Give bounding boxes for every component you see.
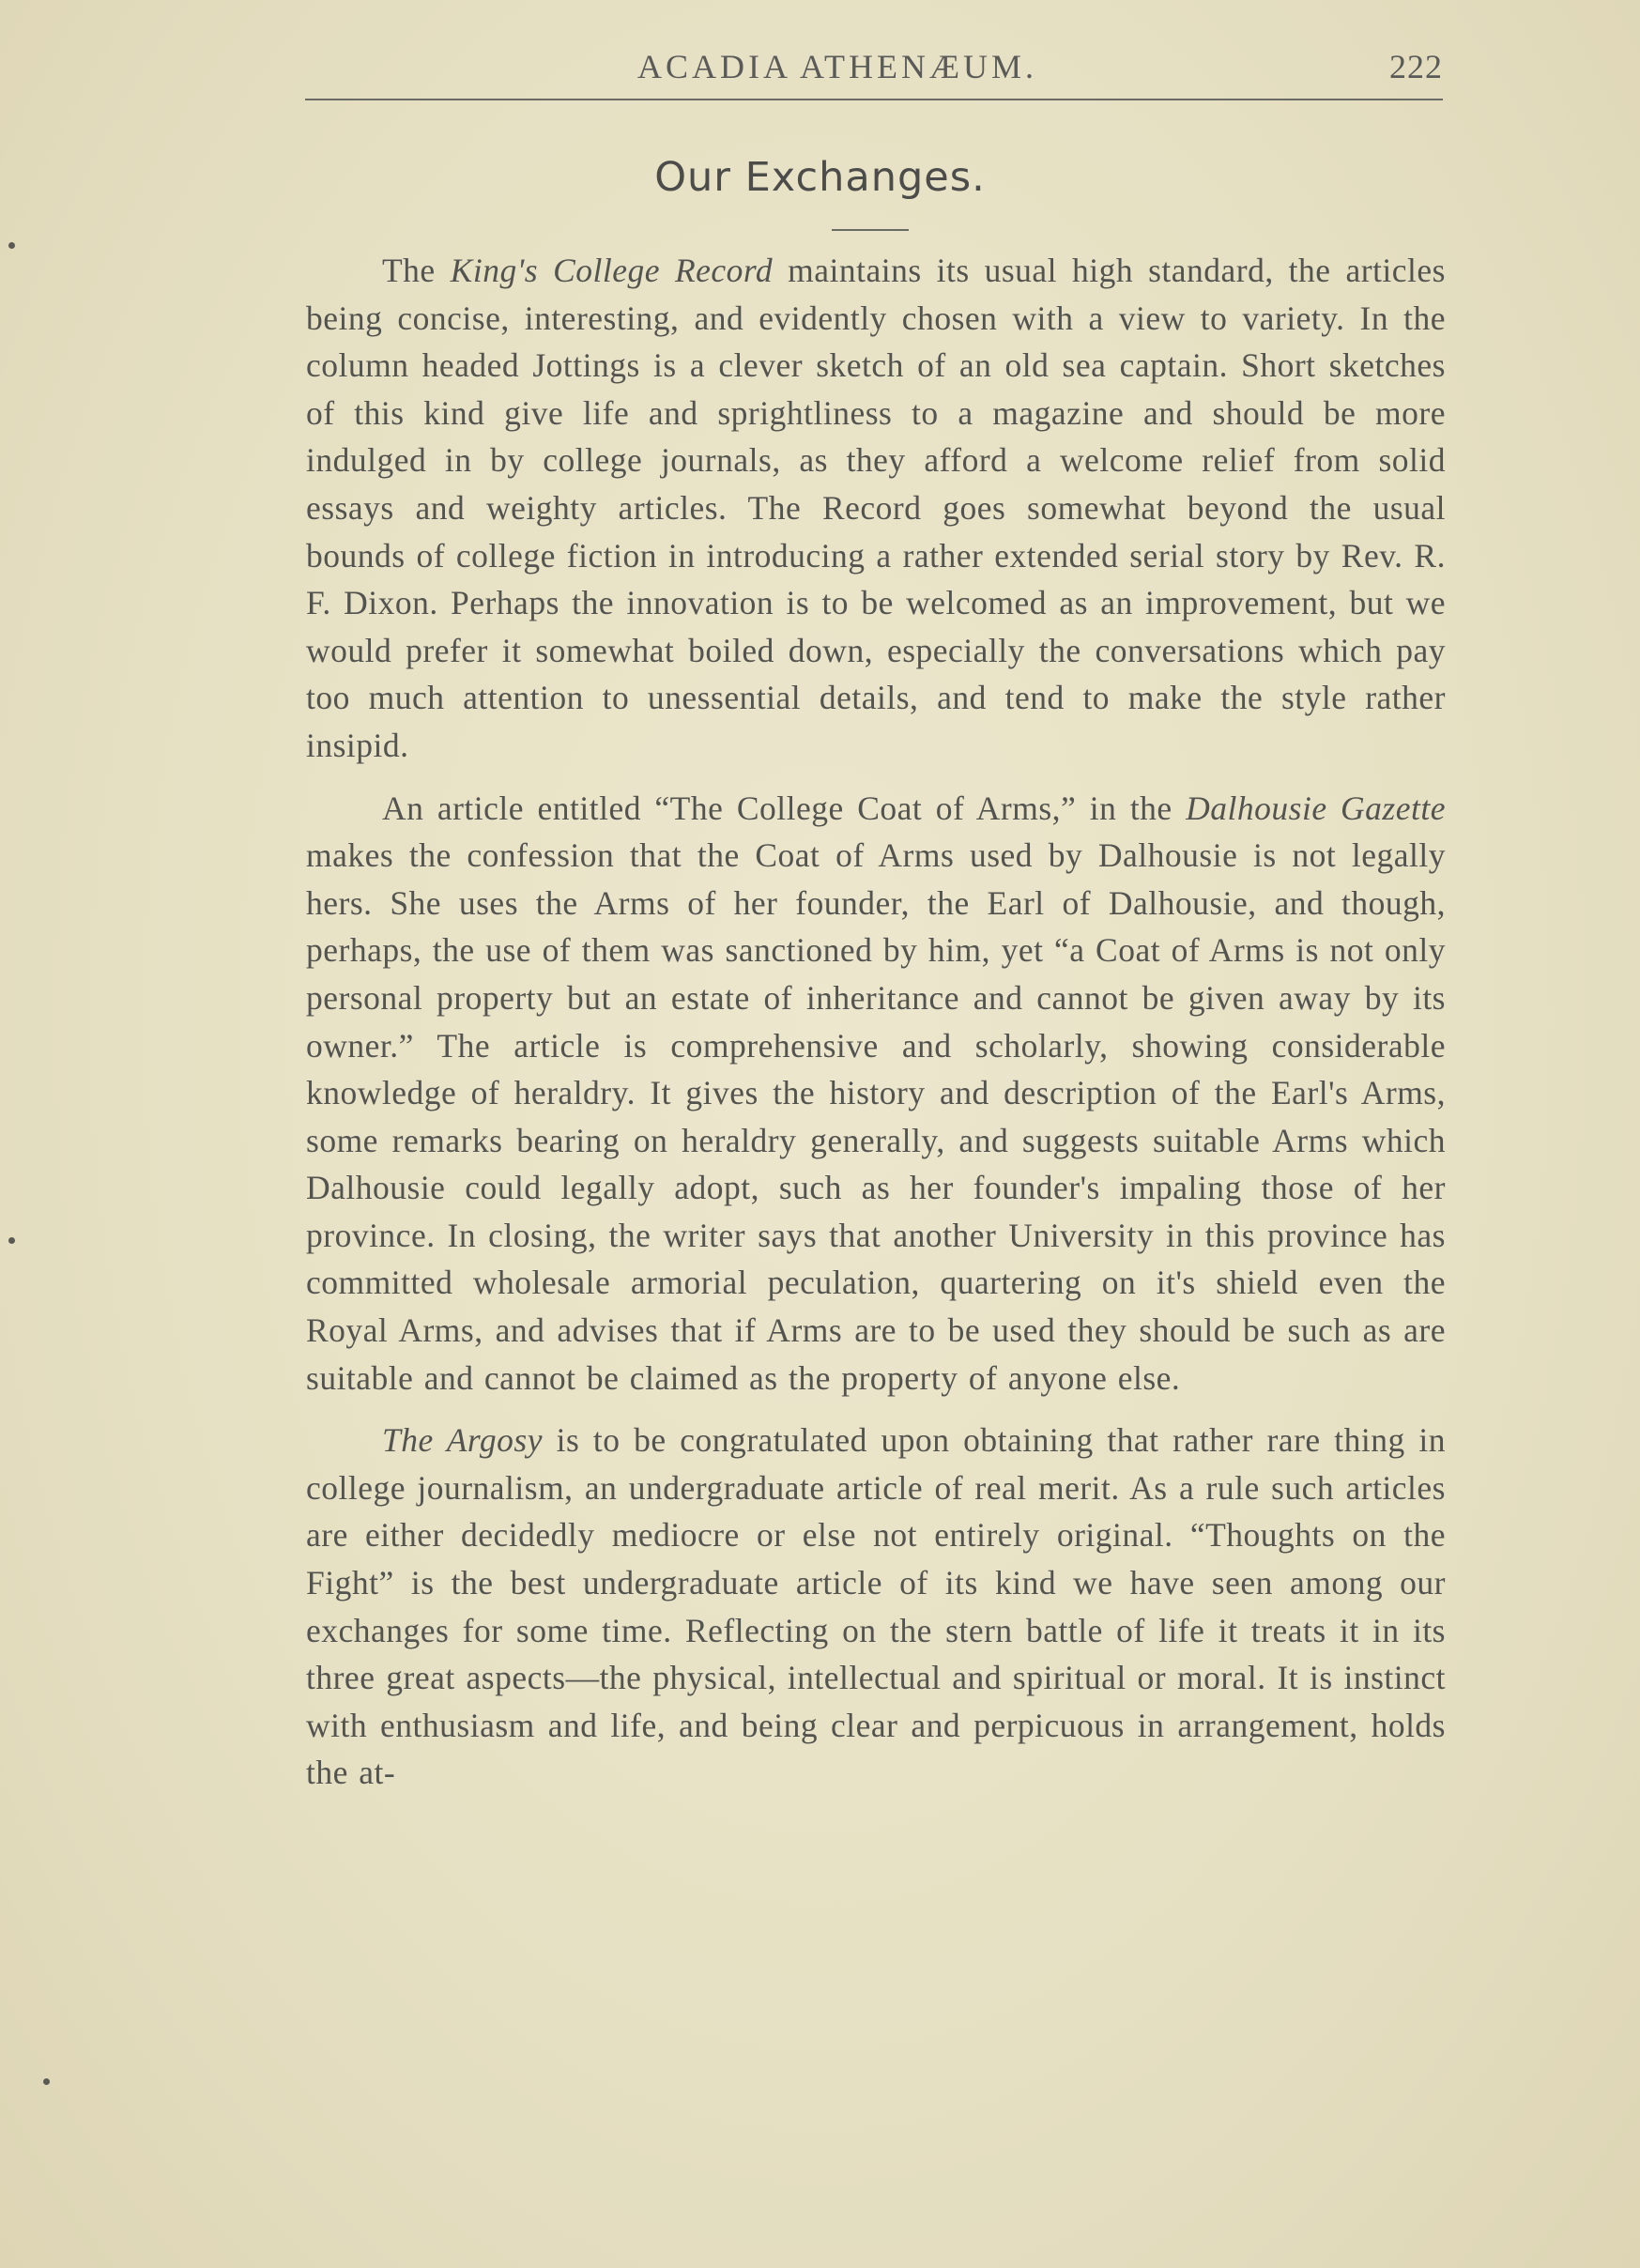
page-number: 222 [1389,48,1443,85]
article-body [306,247,1446,1812]
paragraph-argosy [306,1417,1446,1797]
journal-title: The Argosy [382,1421,543,1460]
paragraph-lead: The [382,252,451,289]
paragraph-dalhousie-gazette [306,785,1446,1402]
journal-title: King's College Record [450,252,774,289]
paragraph-lead: An article entitled “The College Coat of Arms,” in the [382,789,1187,827]
margin-speck [8,242,15,249]
paragraph-kings-college-record [306,247,1446,770]
margin-speck [8,1237,15,1244]
paragraph-text: is to be congratulated upon obtaining that rather rare thing in college journalism, an undergraduate article of real merit. As a rule such articles are either decidedly mediocre or else not entirely original. “Thoughts on the Fight” is the best undergraduate article of its kind we have seen among our exchanges for some time. Reflecting on the stern battle of life it treats it in its three great aspects—the physical, intellectual and spiritual or moral. It is instinct with enthusiasm and life, and being clear and perpicuous in arrangement, holds the at- [306,1421,1446,1792]
title-rule [832,229,909,231]
margin-speck [43,2078,50,2085]
header-rule [305,99,1443,100]
section-title: Our Exchanges. [654,154,986,201]
running-title: ACADIA ATHENÆUM. [637,48,1038,85]
paragraph-text: makes the confession that the Coat of Arms used by Dalhousie is not legally hers. She uses the Arms of her founder, the Earl of Dalhousie, and though, perhaps, the use of them was sanctioned by him, yet “a Coat of Arms is not only personal property but an estate of inheritance and cannot be given away by its owner.” The article is comprehensive and scholarly, showing considerable knowledge of heraldry. It gives the history and description of the Earl's Arms, some remarks bearing on heraldry generally, and suggests suitable Arms which Dalhousie could legally adopt, such as her founder's impaling those of her province. In closing, the writer says that another University in this province has committed wholesale armorial peculation, quartering on it's shield even the Royal Arms, and advises that if Arms are to be used they should be such as are suitable and cannot be claimed as the property of anyone else. [306,836,1446,1397]
journal-title: Dalhousie Gazette [1186,789,1446,827]
running-head [305,41,1443,98]
paragraph-text: maintains its usual high standard, the articles being concise, interesting, and evidently chosen with a view to variety. In the column headed Jottings is a clever sketch of an old sea captain. Short sketches of this kind give life and sprightliness to a magazine and should be more indulged in by college journals, as they afford a welcome relief from solid essays and weighty articles. The Record goes somewhat beyond the usual bounds of college fiction in introducing a rather extended serial story by Rev. R. F. Dixon. Perhaps the innovation is to be welcomed as an improvement, but we would prefer it somewhat boiled down, especially the conversations which pay too much attention to unessential details, and tend to make the style rather insipid. [306,252,1446,764]
